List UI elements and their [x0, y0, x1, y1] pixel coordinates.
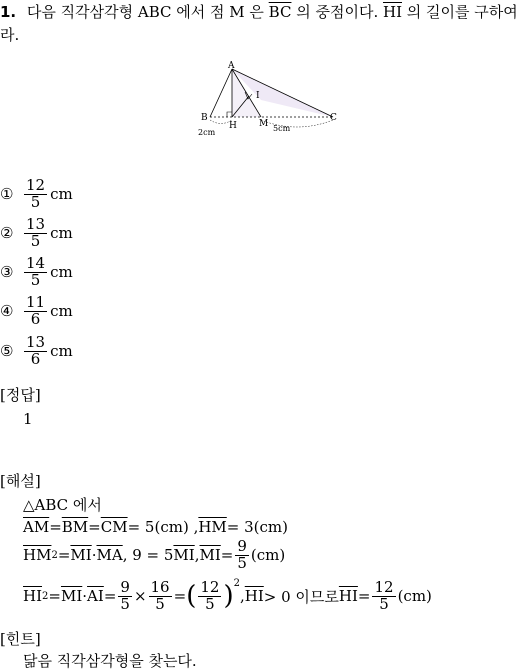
option-3-mark: ③ — [0, 263, 14, 281]
segment-am: $\overline{AM}$ — [23, 518, 50, 536]
option-3-fraction: $\frac{14}{5}$ — [26, 253, 46, 289]
answer-label: [정답] — [0, 386, 41, 404]
label-c: C — [330, 113, 337, 123]
length-bh: 2cm — [198, 128, 216, 137]
option-2-mark: ② — [0, 224, 14, 242]
option-4[interactable] — [0, 293, 73, 329]
label-a: A — [228, 61, 235, 71]
option-4-mark: ④ — [0, 302, 14, 320]
segment-bc: $\overline{BC}$ — [268, 3, 292, 21]
option-5-fraction: $\frac{13}{6}$ — [26, 332, 46, 368]
label-m: M — [259, 119, 269, 129]
question-text-b: 의 중점이다. — [291, 3, 383, 21]
explanation-line-2: $\overline{AM}$ = $\overline{BM}$ = $\overline{CM}$ = 5(cm) , $\overline{HM}$ = 3(cm) — [23, 518, 289, 536]
explanation-line-3: $\overline{HM}$ 2 = $\overline{MI}$ · $\overline{MA}$ , 9 = 5 $\overline{MI}$ , $\overline{MI}$ = $\frac{9}{5}$ (cm) — [23, 536, 286, 572]
option-5[interactable] — [0, 333, 73, 369]
label-h: H — [229, 121, 237, 131]
option-1-unit: cm — [50, 185, 73, 203]
option-2-unit: cm — [50, 224, 73, 242]
mi-fraction: $\frac{9}{5}$ — [237, 536, 247, 572]
explanation-line-4: $\overline{HI}$ 2 = $\overline{MI}$ · $\overline{AI}$ = $\frac{9}{5}$ × $\frac{16}{5}$ = ( $\frac{12}{5}$ ) $^2$ , $\overline{HI}$ > 0 이므로 $\overline{HI}$ = $\frac{12}{5}$ (cm) — [23, 577, 432, 613]
question-line-2: 라. — [0, 26, 20, 44]
option-3-unit: cm — [50, 263, 73, 281]
answer-value: 1 — [23, 410, 33, 428]
option-4-fraction: $\frac{11}{6}$ — [26, 292, 46, 328]
option-5-mark: ⑤ — [0, 342, 14, 360]
option-5-unit: cm — [50, 342, 73, 360]
option-3[interactable] — [0, 254, 73, 290]
question-text-a: 다음 직각삼각형 ABC 에서 점 M 은 — [26, 3, 269, 21]
option-1-fraction: $\frac{12}{5}$ — [26, 175, 46, 211]
segment-hi-sq: $\overline{HI}$ — [23, 587, 43, 605]
right-angle-h — [227, 112, 232, 117]
triangle-figure — [190, 58, 350, 144]
segment-hi: $\overline{HI}$ — [382, 3, 402, 21]
question-number: 1. — [0, 3, 17, 21]
hint-text: 닮음 직각삼각형을 찾는다. — [23, 652, 197, 670]
am-value: = 5(cm) , — [127, 518, 199, 536]
option-2[interactable] — [0, 215, 73, 251]
segment-hm-sq: $\overline{HM}$ — [23, 546, 52, 564]
option-2-fraction: $\frac{13}{5}$ — [26, 214, 46, 250]
option-1[interactable] — [0, 176, 73, 212]
explanation-line-1: △ABC 에서 — [23, 496, 102, 514]
label-i: I — [256, 91, 260, 101]
hm-value: = 3(cm) — [226, 518, 289, 536]
length-mc: 5cm — [273, 124, 291, 133]
brace-mc — [261, 120, 333, 127]
question-line-1 — [0, 1, 518, 22]
explanation-label: [해설] — [0, 472, 41, 490]
side-ab — [210, 69, 232, 117]
segment-cm: $\overline{CM}$ — [100, 518, 128, 536]
option-4-unit: cm — [50, 302, 73, 320]
option-1-mark: ① — [0, 185, 14, 203]
segment-bm: $\overline{BM}$ — [61, 518, 89, 536]
hint-label: [힌트] — [0, 630, 41, 648]
label-b: B — [201, 113, 208, 123]
question-text-c: 의 길이를 구하여 — [402, 3, 518, 21]
segment-hm: $\overline{HM}$ — [198, 518, 227, 536]
